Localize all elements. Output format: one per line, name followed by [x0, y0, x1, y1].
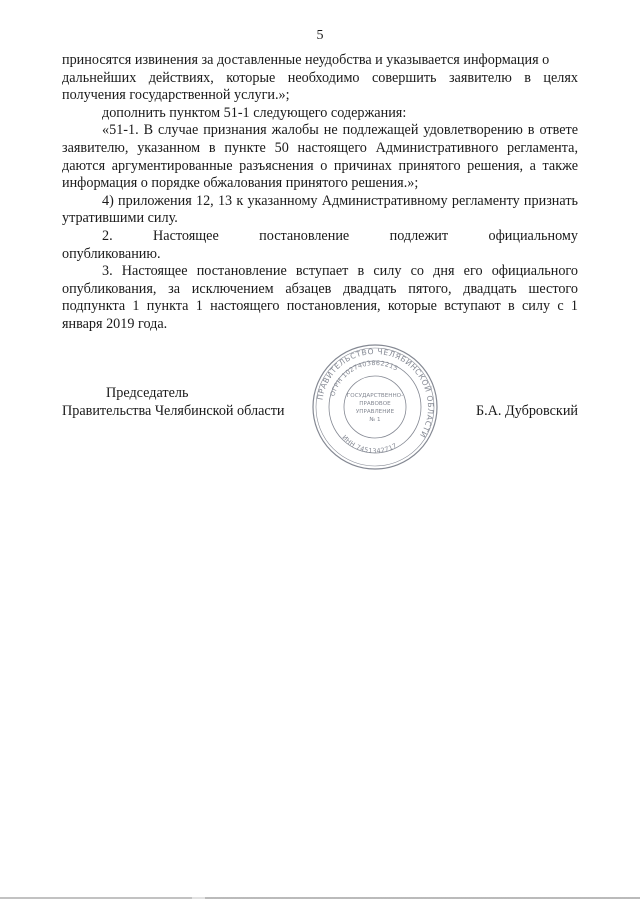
seal-center-line: УПРАВЛЕНИЕ	[355, 409, 395, 415]
svg-text:ИНН 7451342717	[340, 433, 398, 455]
scan-edge-line	[0, 897, 640, 899]
signatory-name: Б.А. Дубровский	[475, 403, 578, 419]
seal-inn-text: ИНН 7451342717	[340, 433, 399, 456]
signatory-organization: Правительства Челябинской области	[62, 403, 285, 419]
paragraph-publication-end: опубликованию.	[62, 245, 161, 262]
document-body	[62, 52, 578, 334]
seal-center-line: № 1	[369, 417, 381, 423]
paragraph-publication: 2. Настоящее постановление подлежит официальному	[102, 227, 578, 244]
seal-center-line: ПРАВОВОЕ	[359, 401, 391, 407]
paragraph-continuation: дальнейших действиях, которые необходимо совершить заявителю в целях получения государственной услуги.»;	[62, 69, 578, 104]
signatory-title: Председатель	[106, 385, 189, 401]
paragraph-effective-date: 3. Настоящее постановление вступает в силу со дня его официального опубликования, за исключением абзацев двадцать пятого, двадцать шестого подпункта 1 пункта 1 настоящего постановления, которые вступают в силу с 1 января 2019 года.	[62, 263, 578, 332]
seal-id-text: ОГРН 1027403862215	[328, 358, 400, 398]
seal-center-line: ГОСУДАРСТВЕННО-	[346, 393, 404, 399]
paragraph-add-clause: дополнить пунктом 51-1 следующего содержания:	[102, 104, 407, 121]
official-seal	[310, 342, 440, 472]
paragraph-clause-51-1: «51-1. В случае признания жалобы не подлежащей удовлетворению в ответе заявителю, указанном в пункте 50 настоящего Административного регламента, даются аргументированные разъяснения о причинах принятого решения, а также информация о порядке обжалования принятого решения.»;	[62, 122, 578, 192]
page-number: 5	[316, 28, 324, 43]
paragraph-appendices: 4) приложения 12, 13 к указанному Административному регламенту признать утратившими силу.	[62, 192, 578, 227]
seal-outer-text: ПРАВИТЕЛЬСТВО ЧЕЛЯБИНСКОЙ ОБЛАСТИ	[315, 346, 436, 440]
paragraph-continuation-line: приносятся извинения за доставленные неудобства и указывается информация о	[62, 52, 550, 68]
